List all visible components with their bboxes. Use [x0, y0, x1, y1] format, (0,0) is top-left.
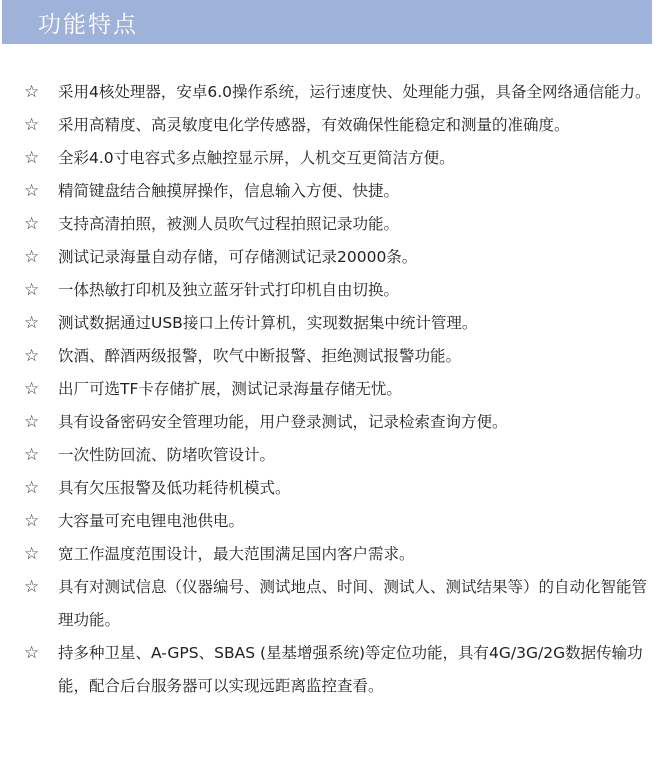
star-outline-icon: ☆ [24, 181, 40, 201]
star-outline-icon: ☆ [24, 247, 40, 267]
feature-text: 具有设备密码安全管理功能，用户登录测试，记录检索查询方便。 [58, 413, 508, 431]
feature-item [24, 208, 654, 241]
feature-text: 具有对测试信息（仪器编号、测试地点、时间、测试人、测试结果等）的自动化智能管理功能。 [58, 578, 648, 629]
feature-text: 采用高精度、高灵敏度电化学传感器，有效确保性能稳定和测量的准确度。 [58, 116, 570, 134]
feature-text: 饮酒、醉酒两级报警，吹气中断报警、拒绝测试报警功能。 [58, 347, 462, 365]
star-outline-icon: ☆ [24, 280, 40, 300]
feature-item [24, 274, 654, 307]
star-outline-icon: ☆ [24, 379, 40, 399]
feature-item [24, 175, 654, 208]
star-outline-icon: ☆ [24, 544, 40, 564]
feature-text: 大容量可充电锂电池供电。 [58, 512, 245, 530]
feature-item [24, 406, 654, 439]
feature-list [24, 76, 654, 703]
feature-item [24, 340, 654, 373]
star-outline-icon: ☆ [24, 82, 40, 102]
star-outline-icon: ☆ [24, 412, 40, 432]
feature-text: 精简键盘结合触摸屏操作，信息输入方便、快捷。 [58, 182, 400, 200]
feature-item [24, 637, 654, 703]
feature-item [24, 373, 654, 406]
feature-text: 全彩4.0寸电容式多点触控显示屏，人机交互更简洁方便。 [58, 149, 455, 167]
feature-item [24, 142, 654, 175]
star-outline-icon: ☆ [24, 214, 40, 234]
star-outline-icon: ☆ [24, 313, 40, 333]
feature-text: 测试记录海量自动存储，可存储测试记录20000条。 [58, 248, 418, 266]
star-outline-icon: ☆ [24, 445, 40, 465]
star-outline-icon: ☆ [24, 577, 40, 597]
feature-item [24, 307, 654, 340]
feature-text: 支持高清拍照，被测人员吹气过程拍照记录功能。 [58, 215, 400, 233]
feature-item [24, 505, 654, 538]
feature-text: 具有欠压报警及低功耗待机模式。 [58, 479, 291, 497]
star-outline-icon: ☆ [24, 511, 40, 531]
section-header [2, 0, 652, 44]
feature-text: 持多种卫星、A-GPS、SBAS (星基增强系统)等定位功能，具有4G/3G/2G数据传输功能，配合后台服务器可以实现远距离监控查看。 [58, 644, 643, 695]
feature-text: 一次性防回流、防堵吹管设计。 [58, 446, 276, 464]
feature-text: 出厂可选TF卡存储扩展，测试记录海量存储无忧。 [58, 380, 402, 398]
star-outline-icon: ☆ [24, 346, 40, 366]
star-outline-icon: ☆ [24, 643, 40, 663]
feature-item [24, 76, 654, 109]
feature-text: 宽工作温度范围设计，最大范围满足国内客户需求。 [58, 545, 415, 563]
feature-item [24, 538, 654, 571]
section-title: 功能特点 [38, 11, 138, 38]
feature-item [24, 571, 654, 637]
feature-item [24, 439, 654, 472]
star-outline-icon: ☆ [24, 148, 40, 168]
feature-text: 一体热敏打印机及独立蓝牙针式打印机自由切换。 [58, 281, 400, 299]
star-outline-icon: ☆ [24, 478, 40, 498]
feature-text: 采用4核处理器，安卓6.0操作系统，运行速度快、处理能力强，具备全网络通信能力。 [58, 83, 651, 101]
feature-text: 测试数据通过USB接口上传计算机，实现数据集中统计管理。 [58, 314, 478, 332]
feature-item [24, 241, 654, 274]
feature-item [24, 472, 654, 505]
star-outline-icon: ☆ [24, 115, 40, 135]
feature-item [24, 109, 654, 142]
